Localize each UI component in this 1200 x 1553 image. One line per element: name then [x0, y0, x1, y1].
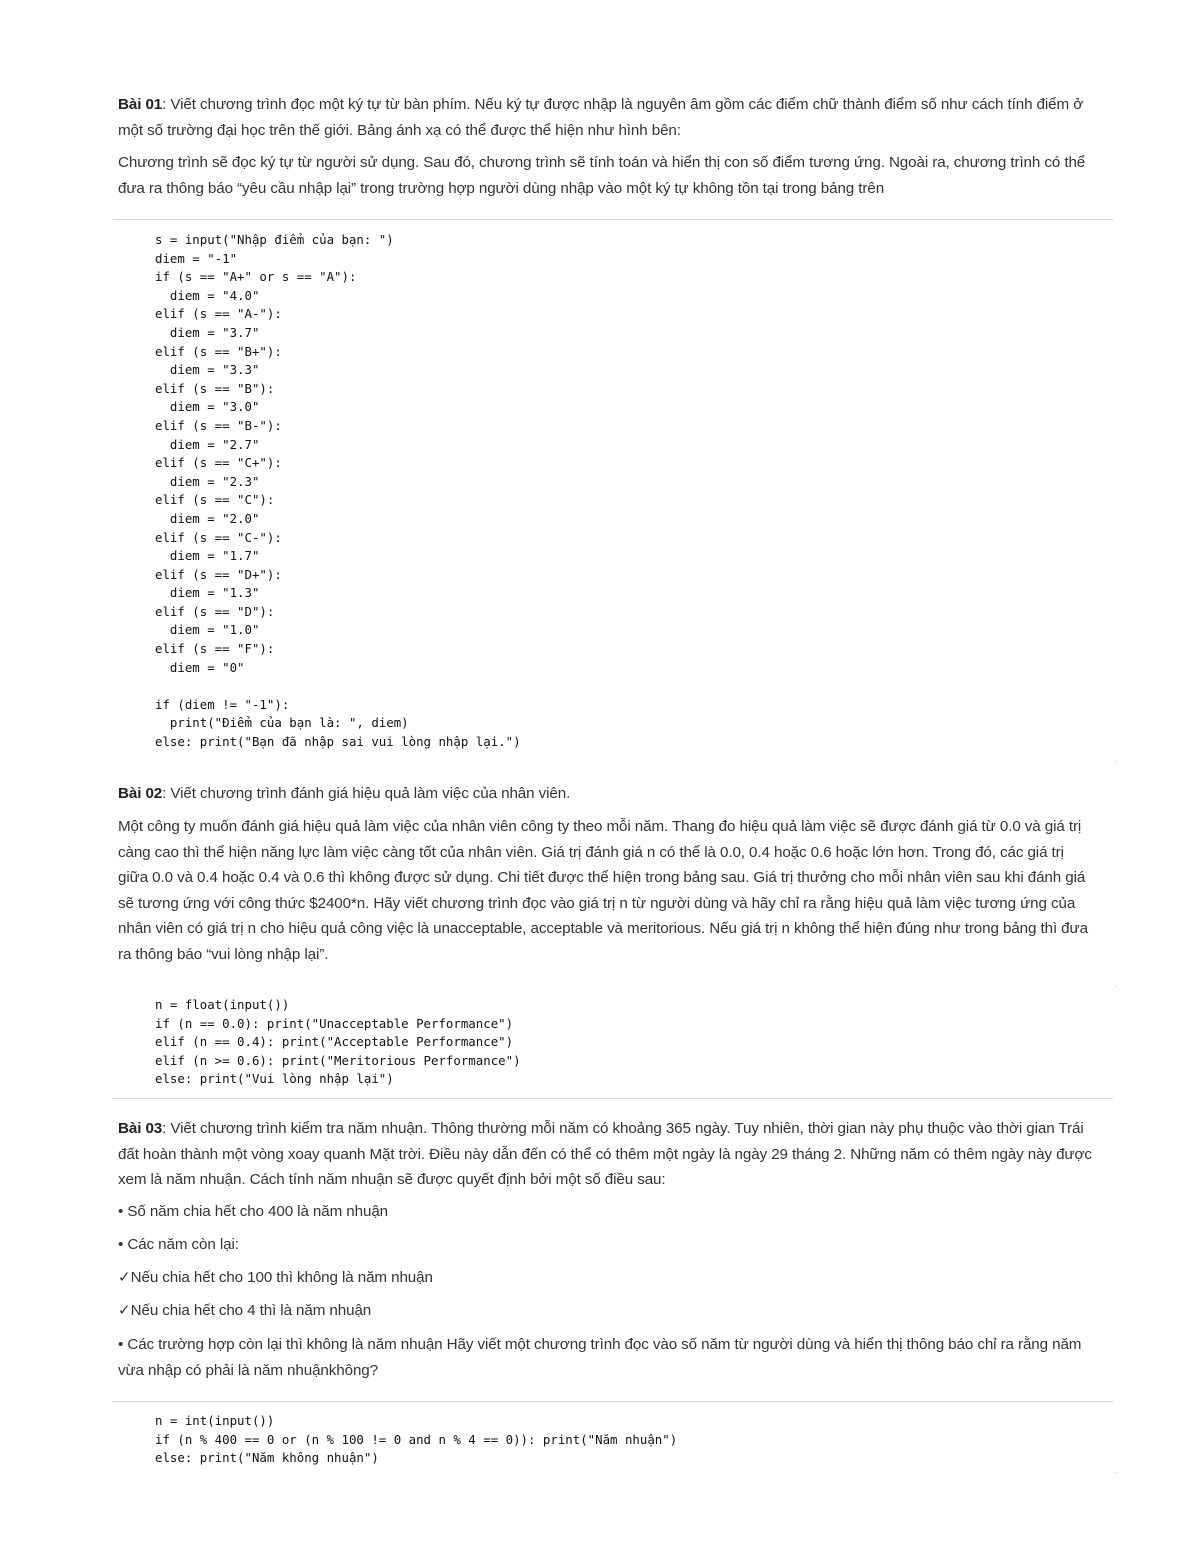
page-margin-mark: ·	[1114, 1467, 1118, 1478]
exercise-3-rule-2: • Các năm còn lại:	[118, 1236, 239, 1253]
exercise-3-rule-2a: ✓Nếu chia hết cho 100 thì không là năm nhuận	[118, 1269, 433, 1286]
exercise-2-code: n = float(input()) if (n == 0.0): print("Unacceptable Performance") elif (n == 0.4): print("Acceptable Performance") elif (n >= 0.6): print("Meritorious Performance") else: print("Vui lòng nhập lại")	[155, 997, 521, 1087]
exercise-3-code: n = int(input()) if (n % 400 == 0 or (n % 100 != 0 and n % 4 == 0)): print("Năm nhuận") else: print("Năm không nhuận")	[155, 1413, 678, 1466]
exercise-3-rule-3: • Các trường hợp còn lại thì không là năm nhuận Hãy viết một chương trình đọc vào số năm từ người dùng và hiển thị thông báo chỉ ra rằng năm vừa nhập có phải là năm nhuậnkhông?	[118, 1336, 1082, 1379]
exercise-2-label: Bài 02	[118, 785, 163, 802]
exercise-1-label: Bài 01	[118, 96, 163, 113]
code-divider	[113, 219, 1113, 220]
code-divider	[113, 1401, 1113, 1402]
exercise-3-intro-text: : Viết chương trình kiểm tra năm nhuận. Thông thường mỗi năm có khoảng 365 ngày. Tuy nhiên, thời gian này phụ thuộc vào thời gian Trái đất hoàn thành một vòng xoay quanh Mặt trời. Điều này dẫn đến có thể có thêm một ngày là ngày 29 tháng 2. Những năm có thêm ngày này được xem là năm nhuận. Cách tính năm nhuận sẽ được quyết định bởi một số điều sau:	[118, 1120, 1092, 1188]
exercise-1-code: s = input("Nhập điểm của bạn: ") diem = "-1" if (s == "A+" or s == "A"): diem = "4.0" elif (s == "A-"): diem = "3.7" elif (s == "B+"): diem = "3.3" elif (s == "B"): diem = "3.0" elif (s == "B-"): diem = "2.7" elif (s == "C+"): diem = "2.3" elif (s == "C"): diem = "2.0" elif (s == "C-"): diem = "1.7" elif (s == "D+"): diem = "1.3" elif (s == "D"): diem = "1.0" elif (s == "F"): diem = "0" if (diem != "-1"): print("Điểm của bạn là: ", diem) else: print("Bạn đã nhập sai vui lòng nhập lại.")	[155, 232, 521, 750]
exercise-1-intro-text: : Viết chương trình đọc một ký tự từ bàn phím. Nếu ký tự được nhập là nguyên âm gồm các điểm chữ thành điểm số như cách tính điểm ở một số trường đại học trên thế giới. Bảng ánh xạ có thể được thể hiện như hình bên:	[118, 96, 1084, 139]
exercise-3-intro	[118, 1116, 1093, 1193]
exercise-1-detail: Chương trình sẽ đọc ký tự từ người sử dụng. Sau đó, chương trình sẽ tính toán và hiển thị con số điểm tương ứng. Ngoài ra, chương trình có thể đưa ra thông báo “yêu cầu nhập lại” trong trường hợp người dùng nhập vào một ký tự không tồn tại trong bảng trên	[118, 154, 1086, 197]
exercise-3-label: Bài 03	[118, 1120, 163, 1137]
exercise-2-detail: Một công ty muốn đánh giá hiệu quả làm việc của nhân viên công ty theo mỗi năm. Thang đo hiệu quả làm việc sẽ được đánh giá từ 0.0 và giá trị càng cao thì thể hiện năng lực làm việc càng tốt của nhân viên. Giá trị đánh giá n có thể là 0.0, 0.4 hoặc 0.6 hoặc lớn hơn. Trong đó, các giá trị giữa 0.0 và 0.4 hoặc 0.4 và 0.6 thì không được sử dụng. Chi tiết được thể hiện trong bảng sau. Giá trị thưởng cho mỗi nhân viên sau khi đánh giá sẽ tương ứng với công thức $2400*n. Hãy viết chương trình đọc vào giá trị n từ người dùng và hãy chỉ ra rằng hiệu quả làm việc tương ứng của nhân viên có giá trị n cho hiệu quả công việc là unacceptable, acceptable và meritorious. Nếu giá trị n không thể hiện đúng như trong bảng thì đưa ra thông báo “vui lòng nhập lại”.	[118, 818, 1088, 963]
page-margin-mark: ·	[1114, 756, 1118, 767]
page-margin-mark: ·	[1114, 981, 1118, 992]
exercise-2-intro	[118, 781, 1093, 807]
exercise-3-rule-1: • Số năm chia hết cho 400 là năm nhuận	[118, 1203, 389, 1220]
exercise-3-rule-2b: ✓Nếu chia hết cho 4 thì là năm nhuận	[118, 1302, 372, 1319]
exercise-2-intro-text: : Viết chương trình đánh giá hiệu quả làm việc của nhân viên.	[162, 785, 571, 802]
exercise-1-intro	[118, 92, 1093, 143]
code-divider	[113, 1098, 1113, 1099]
